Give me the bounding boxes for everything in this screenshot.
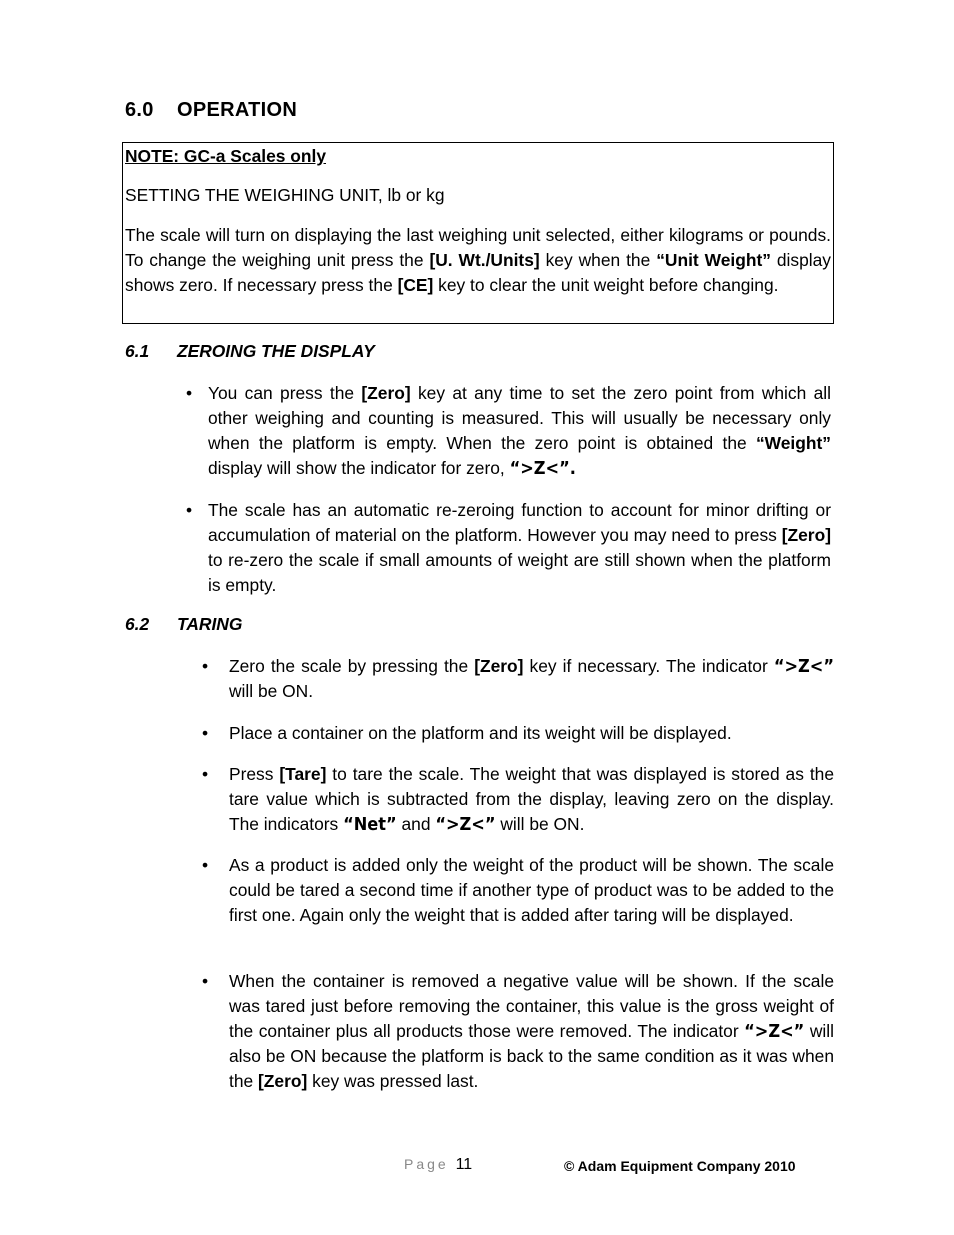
bold-term: [U. Wt./Units] (429, 250, 540, 270)
bullet-icon: • (186, 383, 193, 403)
bold-term: “Weight” (755, 433, 831, 453)
section-title: OPERATION (177, 99, 298, 121)
subsection-heading-taring (125, 614, 242, 635)
bullet-icon: • (186, 500, 193, 520)
bold-term: [Zero] (361, 383, 411, 403)
subsection-heading-zeroing (125, 341, 375, 362)
indicator-symbol: “>Z<” (773, 656, 834, 677)
bold-term: [CE] (397, 275, 434, 295)
indicator-symbol: “>Z<” (435, 814, 496, 835)
bold-term: “Unit Weight” (656, 250, 771, 270)
bullet-icon: • (202, 656, 209, 676)
indicator-symbol: “Net” (343, 814, 397, 835)
list-item-text: Press [Tare] to tare the scale. The weight that was displayed is stored as the tare value which is subtracted from the display, leaving zero on the display. The indicators “Net” and “>Z<” will be ON. (229, 764, 834, 835)
bold-term: [Zero] (258, 1071, 308, 1091)
bold-term: [Zero] (781, 525, 831, 545)
list-item-text: As a product is added only the weight of the product will be shown. The scale could be tared a second time if another type of product was to be added to the first one. Again only the weight that is added after taring will be displayed. (229, 855, 834, 925)
note-setting-heading: SETTING THE WEIGHING UNIT, lb or kg (125, 185, 445, 205)
note-body: The scale will turn on displaying the last weighing unit selected, either kilograms or pounds. To change the weighing unit press the [U. Wt./Units] key when the “Unit Weight” display shows zero. If necessary press the [CE] key to clear the unit weight before changing. (125, 225, 832, 295)
bullet-icon: • (202, 971, 209, 991)
section-number: 6.0 (125, 99, 154, 121)
copyright-notice: © Adam Equipment Company 2010 (564, 1158, 796, 1174)
bullet-icon: • (202, 855, 209, 875)
subsection-title: TARING (177, 614, 243, 634)
list-item-text: Zero the scale by pressing the [Zero] key if necessary. The indicator “>Z<” will be ON. (229, 656, 834, 701)
subsection-number: 6.1 (125, 341, 150, 361)
note-title: NOTE: GC-a Scales only (125, 146, 327, 166)
indicator-symbol: “>Z<” (744, 1021, 805, 1042)
list-item-text: The scale has an automatic re-zeroing function to account for minor drifting or accumulation of material on the platform. However you may need to press [Zero] to re-zero the scale if small amounts of weight are still shown when the platform is empty. (208, 500, 831, 595)
list-item-text: You can press the [Zero] key at any time to set the zero point from which all other weighing and counting is measured. This will usually be necessary only when the platform is empty. When the zero point is obtained the “Weight” display will show the indicator for zero, “>Z<”. (208, 383, 832, 479)
bold-term: [Tare] (279, 764, 327, 784)
bullet-icon: • (202, 723, 209, 743)
list-item-text: When the container is removed a negative value will be shown. If the scale was tared just before removing the container, this value is the gross weight of the container plus all products those were removed. The indicator “>Z<” will also be ON because the platform is back to the same condition as it was when the [Zero] key was pressed last. (229, 971, 834, 1091)
subsection-title: ZEROING THE DISPLAY (177, 341, 375, 361)
section-heading (125, 99, 297, 122)
page-number (404, 1156, 472, 1174)
bullet-icon: • (202, 764, 209, 784)
subsection-number: 6.2 (125, 614, 150, 634)
list-item-text: Place a container on the platform and its weight will be displayed. (229, 723, 732, 743)
indicator-symbol: “>Z<”. (509, 458, 576, 479)
page-label: Page (404, 1156, 449, 1172)
page-number-value: 11 (455, 1156, 473, 1173)
bold-term: [Zero] (474, 656, 524, 676)
